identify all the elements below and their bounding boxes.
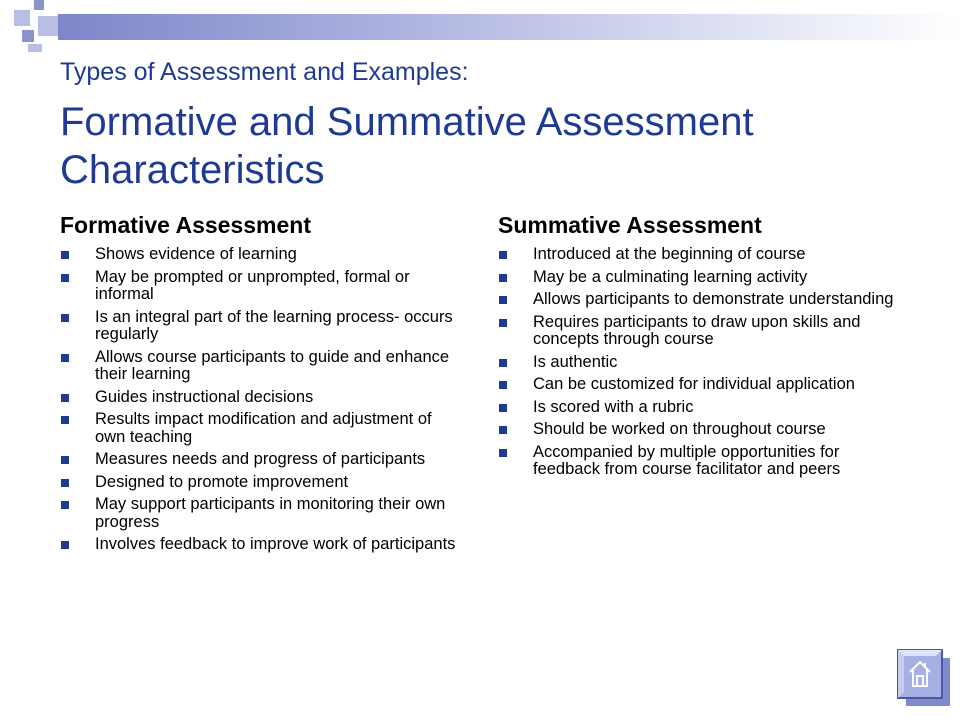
summative-item-text: Introduced at the beginning of course <box>533 245 806 263</box>
home-icon <box>896 648 952 708</box>
header-gradient-band <box>58 14 960 40</box>
summative-item-text: May be a culminating learning activity <box>533 267 808 286</box>
bullet-square-icon <box>61 394 69 402</box>
summative-item-text: Accompanied by multiple opportunities for feedback from course facilitator and peers <box>533 442 841 478</box>
formative-item-text: Allows course participants to guide and enhance their learning <box>95 347 450 383</box>
formative-item <box>60 411 460 446</box>
summative-item <box>498 399 908 417</box>
formative-item <box>60 496 460 531</box>
summative-item-text: Is authentic <box>533 352 618 371</box>
home-button[interactable] <box>896 648 952 708</box>
summative-item <box>498 421 908 439</box>
slide-supertitle: Types of Assessment and Examples: <box>60 58 469 86</box>
summative-list <box>498 246 908 479</box>
corner-decoration <box>14 10 30 26</box>
bullet-square-icon <box>61 501 69 509</box>
formative-item <box>60 309 460 344</box>
formative-item-text: Guides instructional decisions <box>95 387 314 406</box>
summative-item <box>498 291 908 309</box>
summative-item-text: Should be worked on throughout course <box>533 420 826 438</box>
formative-item <box>60 451 460 469</box>
formative-item <box>60 389 460 407</box>
summative-item <box>498 354 908 372</box>
bullet-square-icon <box>61 354 69 362</box>
bullet-square-icon <box>499 251 507 259</box>
bullet-square-icon <box>61 456 69 464</box>
corner-decoration <box>28 44 42 52</box>
summative-item-text: Can be customized for individual application <box>533 375 855 393</box>
bullet-square-icon <box>499 359 507 367</box>
formative-column <box>60 210 460 559</box>
formative-item-text: Results impact modification and adjustment of own teaching <box>95 410 432 446</box>
formative-item-text: Measures needs and progress of participants <box>95 450 426 468</box>
summative-item <box>498 246 908 264</box>
formative-item-text: Shows evidence of learning <box>95 245 297 263</box>
bullet-square-icon <box>499 381 507 389</box>
summative-item <box>498 444 908 479</box>
summative-item <box>498 314 908 349</box>
summative-item-text: Requires participants to draw upon skills and concepts through course <box>533 312 861 348</box>
formative-item <box>60 269 460 304</box>
formative-item-text: Is an integral part of the learning process- occurs regularly <box>95 307 453 343</box>
summative-heading: Summative Assessment <box>498 212 762 238</box>
summative-item <box>498 376 908 394</box>
bullet-square-icon <box>499 404 507 412</box>
summative-item <box>498 269 908 287</box>
corner-decoration <box>34 0 44 10</box>
corner-decoration <box>22 30 34 42</box>
corner-decoration <box>38 16 58 36</box>
slide-title: Formative and Summative Assessment Characteristics <box>60 100 754 192</box>
bullet-square-icon <box>499 426 507 434</box>
bullet-square-icon <box>61 251 69 259</box>
summative-column <box>498 210 908 484</box>
summative-item-text: Is scored with a rubric <box>533 397 694 416</box>
formative-list <box>60 246 460 554</box>
formative-item-text: Involves feedback to improve work of participants <box>95 535 456 553</box>
summative-item-text: Allows participants to demonstrate understanding <box>533 290 894 308</box>
formative-item <box>60 536 460 554</box>
bullet-square-icon <box>61 541 69 549</box>
formative-item <box>60 474 460 492</box>
formative-item-text: Designed to promote improvement <box>95 472 349 491</box>
bullet-square-icon <box>499 296 507 304</box>
bullet-square-icon <box>499 319 507 327</box>
formative-heading: Formative Assessment <box>60 212 311 238</box>
formative-item <box>60 246 460 264</box>
bullet-square-icon <box>499 274 507 282</box>
formative-item <box>60 349 460 384</box>
bullet-square-icon <box>61 274 69 282</box>
bullet-square-icon <box>61 314 69 322</box>
bullet-square-icon <box>61 416 69 424</box>
bullet-square-icon <box>499 449 507 457</box>
formative-item-text: May support participants in monitoring their own progress <box>95 495 446 531</box>
bullet-square-icon <box>61 479 69 487</box>
formative-item-text: May be prompted or unprompted, formal or informal <box>95 267 410 303</box>
